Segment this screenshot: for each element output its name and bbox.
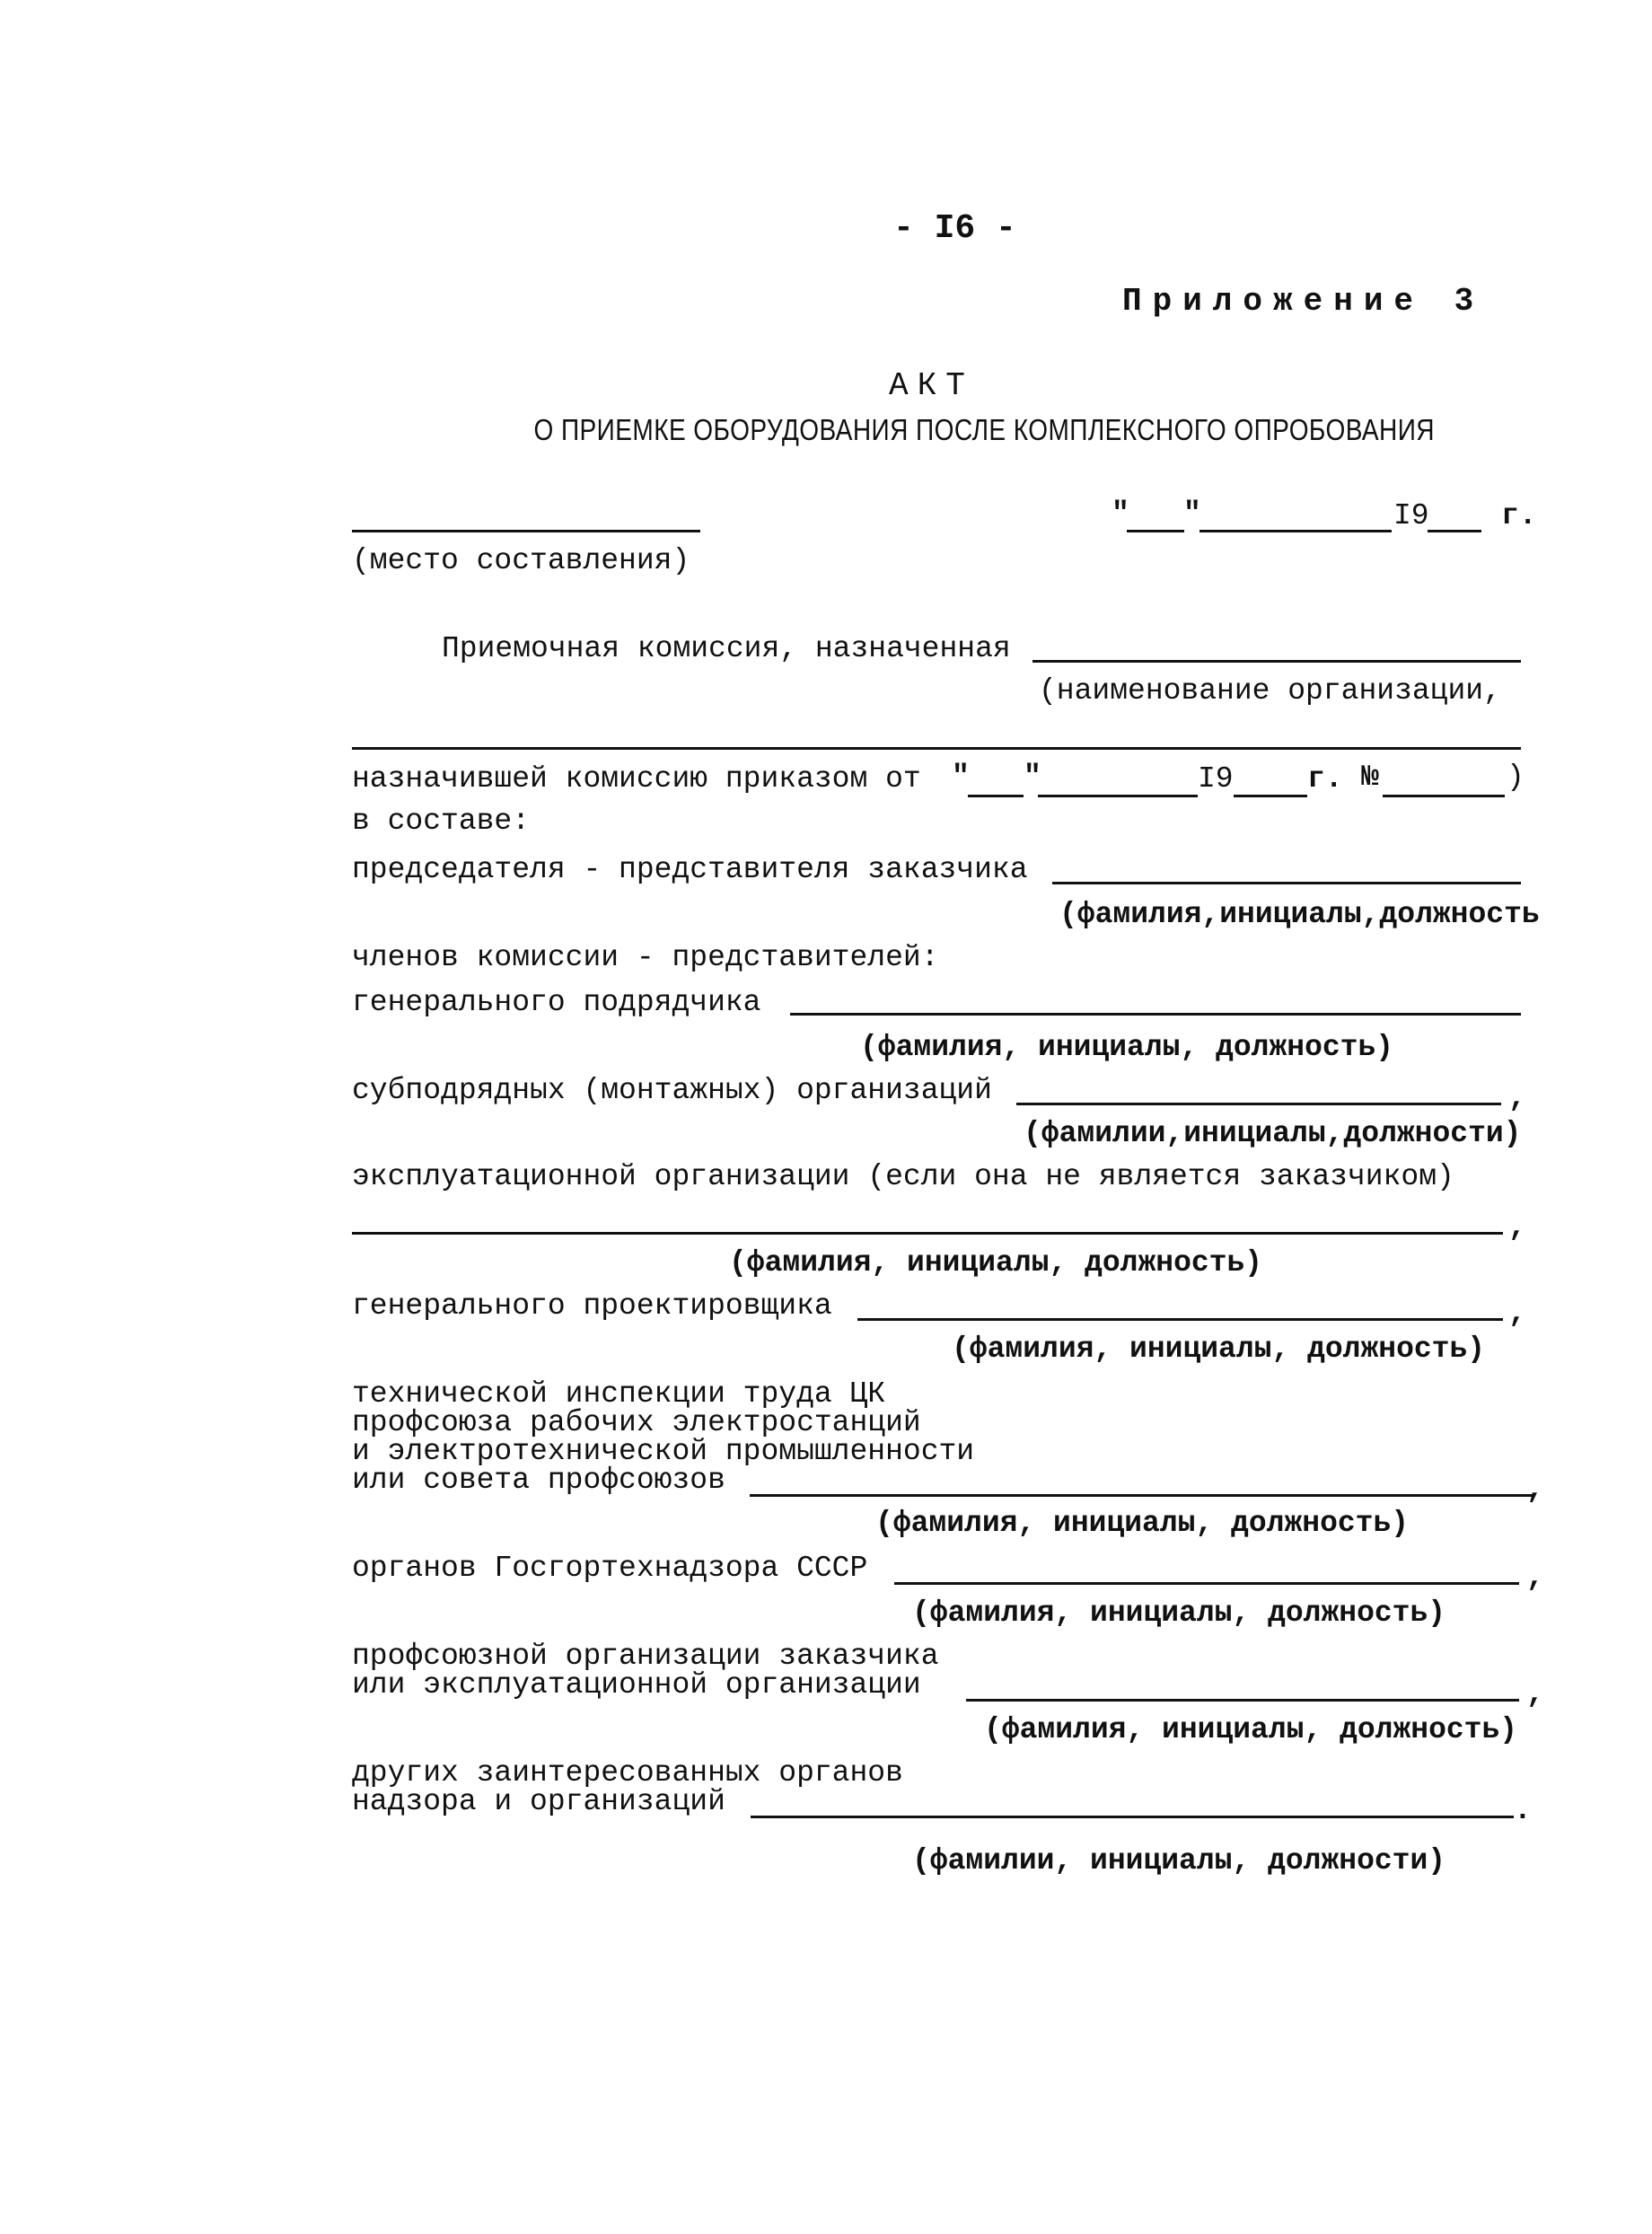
row-subcontractors-caption: (фамилии,инициалы,должности) — [1024, 1117, 1522, 1150]
row-general-designer-line — [857, 1318, 1503, 1321]
date-month-line — [1199, 530, 1392, 532]
row-labour-inspection-caption: (фамилия, инициалы, должность) — [875, 1507, 1410, 1540]
page-number: - I6 - — [893, 209, 1016, 248]
row-general-contractor-line — [790, 1013, 1521, 1016]
order-day-line — [968, 795, 1024, 797]
place-caption: (место составления) — [352, 544, 690, 577]
row-general-contractor-caption: (фамилия, инициалы, должность) — [860, 1031, 1394, 1064]
order-quote-open: " — [952, 761, 970, 794]
row-gosgortekhnadzor-end: , — [1526, 1561, 1544, 1594]
row-trade-union-end: , — [1526, 1677, 1544, 1711]
row-general-designer-text: генерального проектировщика — [352, 1289, 832, 1323]
chairman-caption: (фамилия,инициалы,должность — [1059, 898, 1540, 931]
row-labour-inspection-line-2: профсоюза рабочих электростанций — [352, 1406, 921, 1439]
order-number-line — [1383, 795, 1505, 797]
date-year-line — [1428, 530, 1481, 532]
composition-label: в составе: — [352, 805, 531, 838]
row-operating-org-end: , — [1508, 1210, 1526, 1244]
row-general-contractor-text: генерального подрядчика — [352, 986, 761, 1019]
order-close-paren: ) — [1507, 761, 1525, 794]
row-subcontractors-line — [1016, 1103, 1501, 1105]
date-year-prefix: I9 — [1393, 499, 1429, 532]
commission-org-line-2 — [352, 747, 1521, 750]
commission-org-caption: (наименование организации, — [1039, 674, 1501, 708]
row-trade-union-line — [966, 1699, 1519, 1702]
row-operating-org-caption: (фамилия, инициалы, должность) — [729, 1246, 1263, 1280]
row-general-designer-end: , — [1508, 1297, 1526, 1330]
row-trade-union-line-2: или эксплуатационной организации — [352, 1668, 921, 1702]
row-gosgortekhnadzor-line — [894, 1582, 1519, 1585]
date-year-suffix: г. — [1501, 499, 1537, 532]
date-quote-close: " — [1183, 497, 1201, 531]
row-operating-org-text: эксплуатационной организации (если она не является заказчиком) — [352, 1160, 1454, 1193]
row-operating-org-line — [352, 1232, 1503, 1235]
row-labour-inspection-end: , — [1526, 1473, 1544, 1506]
row-labour-inspection-line — [750, 1494, 1533, 1497]
order-quote-close: " — [1024, 761, 1041, 794]
row-subcontractors-text: субподрядных (монтажных) организаций — [352, 1074, 992, 1107]
date-day-line — [1127, 530, 1184, 532]
row-subcontractors-end: , — [1508, 1081, 1526, 1114]
row-other-bodies-line-1: других заинтересованных органов — [352, 1756, 903, 1790]
document-subtitle: О ПРИЕМКЕ ОБОРУДОВАНИЯ ПОСЛЕ КОМПЛЕКСНОГО ОПРОБОВАНИЯ — [533, 413, 1435, 446]
commission-intro: Приемочная комиссия, назначенная — [442, 632, 1011, 665]
row-labour-inspection-line-1: технической инспекции труда ЦК — [352, 1377, 886, 1411]
order-number-sign: № — [1361, 761, 1379, 794]
commission-org-line — [1032, 660, 1521, 663]
place-line — [352, 530, 700, 532]
row-other-bodies-end: . — [1514, 1794, 1532, 1827]
order-month-line — [1038, 795, 1198, 797]
row-trade-union-line-1: профсоюзной организации заказчика — [352, 1640, 939, 1673]
row-general-designer-caption: (фамилия, инициалы, должность) — [952, 1332, 1486, 1366]
row-other-bodies-caption: (фамилии, инициалы, должности) — [912, 1844, 1446, 1878]
row-labour-inspection-line-4: или совета профсоюзов — [352, 1464, 725, 1497]
chairman-text: председателя - представителя заказчика — [352, 853, 1028, 886]
order-year: I9 — [1198, 762, 1234, 796]
chairman-line — [1052, 882, 1521, 884]
row-trade-union-caption: (фамилия, инициалы, должность) — [984, 1713, 1518, 1746]
row-gosgortekhnadzor-text: органов Госгортехнадзора СССР — [352, 1552, 868, 1585]
document-title: АКТ — [889, 367, 974, 404]
row-other-bodies-line-2: надзора и организаций — [352, 1785, 725, 1818]
order-text: назначившей комиссию приказом от — [352, 762, 921, 796]
row-gosgortekhnadzor-caption: (фамилия, инициалы, должность) — [912, 1596, 1446, 1630]
members-label: членов комиссии - представителей: — [352, 941, 939, 974]
row-labour-inspection-line-3: и электротехнической промышленности — [352, 1435, 975, 1468]
date-quote-open: " — [1112, 497, 1129, 531]
order-year-line — [1234, 795, 1307, 797]
row-other-bodies-line — [751, 1816, 1514, 1818]
order-g: г. — [1307, 762, 1343, 796]
appendix-label: Приложение 3 — [1122, 283, 1485, 320]
